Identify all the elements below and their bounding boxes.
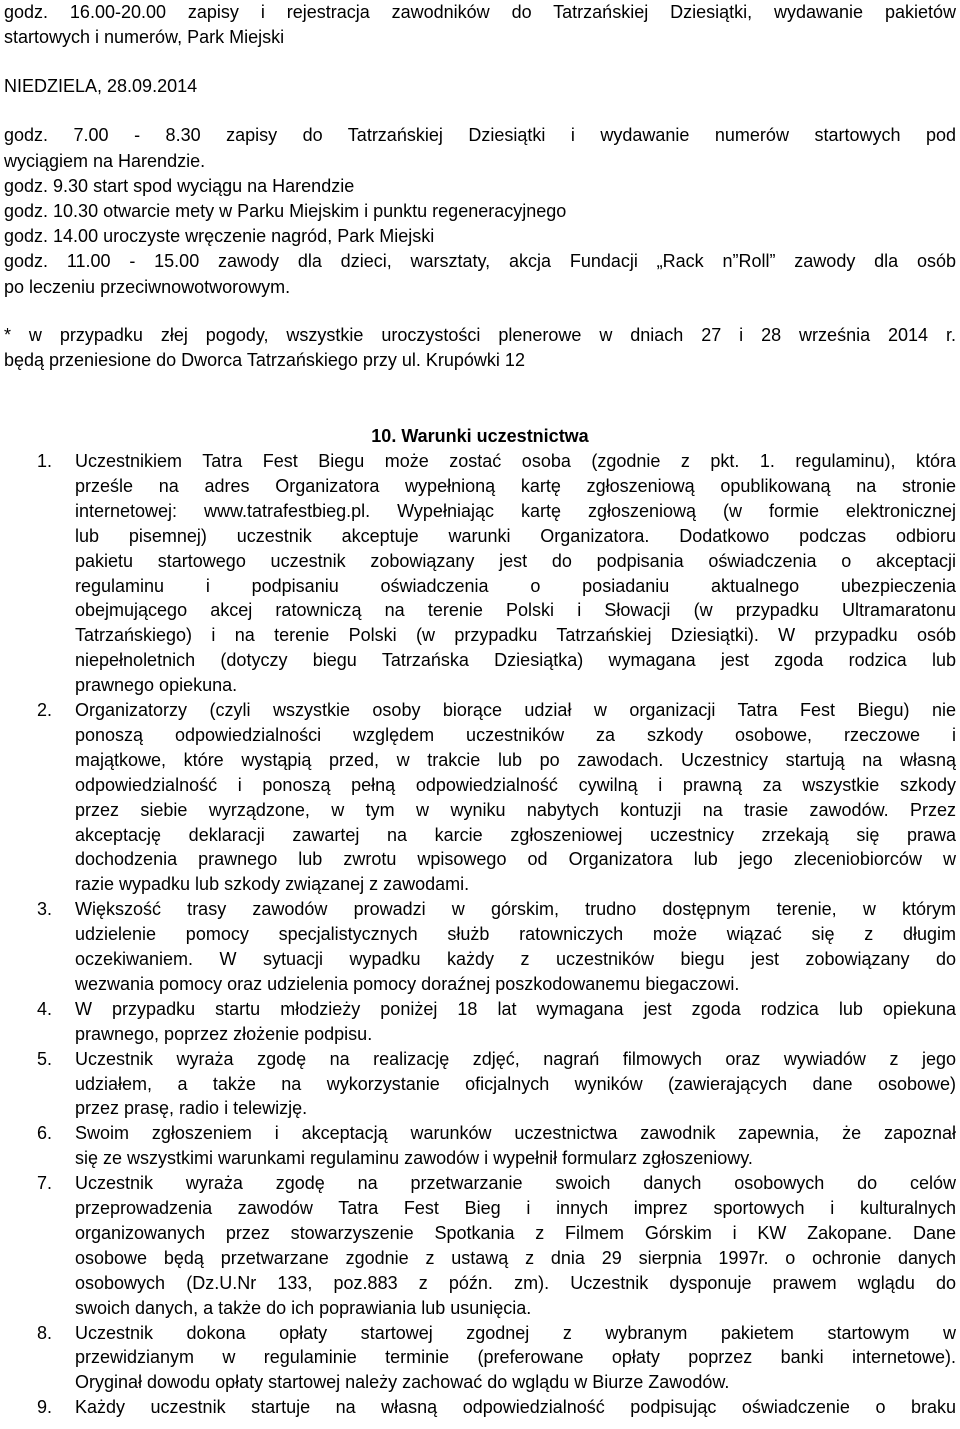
schedule-line: godz. 9.30 start spod wyciągu na Harendzie [4,176,355,196]
list-item-line: akceptację deklaracji zawartej na karcie zgłoszeniowej uczestnicy zrzekają się prawa [75,824,956,845]
list-item-line: Uczestnik wyraża zgodę na przetwarzanie swoich danych osobowych do celów [75,1173,956,1194]
list-item-line: osobowych (Dz.U.Nr 133, poz.883 z późn. zm). Uczestnik dysponuje prawem wglądu do [75,1272,956,1293]
list-item-number: 8. [37,1322,53,1343]
list-item-line: regulaminu i podpisaniu oświadczenia o posiadaniu aktualnego ubezpieczenia [75,575,956,596]
list-item-line: oczekiwaniem. W sytuacji wypadku każdy z uczestników biegu jest zobowiązany do [75,949,956,969]
section-title: 10. Warunki uczestnictwa [371,426,589,446]
list-item-number: 2. [37,700,53,720]
list-item-line: przewidzianym w regulaminie terminie (preferowane opłaty poprzez banki internetowe). [75,1347,956,1368]
schedule-line: startowych i numerów, Park Miejski [4,27,285,47]
list-item-line: razie wypadku lub szkody związanej z zawodami. [75,874,470,895]
schedule-line: godz. 10.30 otwarcie mety w Parku Miejskim i punktu regeneracyjnego [4,201,567,221]
list-item-line: prawnego opiekuna. [75,675,238,696]
list-item-number: 3. [37,899,53,920]
list-item-line: obejmującego akcej ratowniczą na terenie Polski i Słowacji (w przypadku Ultramaratonu [75,600,956,621]
list-item-line: ponoszą odpowiedzialności względem uczestników za szkody osobowe, rzeczowe i [75,724,956,745]
list-item-line: Organizatorzy (czyli wszystkie osoby biorące udział w organizacji Tatra Fest Biegu) nie [75,700,956,720]
list-item-line: organizowanych przez stowarzyszenie Spotkania z Filmem Górskim i KW Zakopane. Dane [75,1222,956,1243]
list-item-line: Oryginał dowodu opłaty startowej należy zachować do wglądu w Biurze Zawodów. [75,1372,730,1393]
list-item-number: 4. [37,998,53,1019]
list-item-line: swoich danych, a także do ich poprawiania lub usunięcia. [75,1297,532,1318]
list-item-number: 6. [37,1123,53,1144]
schedule-line: godz. 7.00 - 8.30 zapisy do Tatrzańskiej Dziesiątki i wydawanie numerów startowych pod [4,125,956,145]
schedule-line: wyciągiem na Harendzie. [4,151,206,171]
list-item-line: Uczestnik wyraża zgodę na realizację zdjęć, nagrań filmowych oraz wywiadów z jego [75,1048,956,1069]
list-item-line: prześle na adres Organizatora wypełnioną kartę zgłoszeniową opublikowaną na stronie [75,475,956,496]
list-item-line: Swoim zgłoszeniem i akceptacją warunków uczestnictwa zawodnik zapewnia, że zapoznał [75,1123,956,1144]
list-item-line: Uczestnikiem Tatra Fest Biegu może zostać osoba (zgodnie z pkt. 1. regulaminu), która [75,451,956,471]
list-item-number: 9. [37,1397,53,1418]
list-item-line: wezwania pomocy oraz udzielenia pomocy doraźnej poszkodowanemu biegaczowi. [75,973,740,994]
schedule-line: godz. 14.00 uroczyste wręczenie nagród, Park Miejski [4,226,435,246]
list-item-number: 1. [37,451,53,471]
list-item-line: prawnego, poprzez złożenie podpisu. [75,1023,373,1044]
list-item-line: Większość trasy zawodów prowadzi w górskim, trudno dostępnym terenie, w którym [75,899,956,920]
list-item-line: przeprowadzenia zawodów Tatra Fest Bieg i innych imprez sportowych i kulturalnych [75,1198,956,1218]
list-item-line: przez siebie wyrządzone, w tym w wyniku nabytych kontuzji na trasie zawodów. Przez [75,799,956,820]
list-item-number: 5. [37,1048,53,1069]
list-item-line: przez prasę, radio i telewizję. [75,1098,308,1119]
list-item-line: Uczestnik dokona opłaty startowej zgodnej z wybranym pakietem startowym w [75,1322,956,1343]
list-item-line: Każdy uczestnik startuje na własną odpowiedzialność podpisując oświadczenie o braku [75,1397,956,1418]
list-item-line: się ze wszystkimi warunkami regulaminu zawodów i wypełnił formularz zgłoszeniowy. [75,1148,753,1169]
note-line: będą przeniesione do Dworca Tatrzańskiego przy ul. Krupówki 12 [4,350,525,370]
list-item-line: pakietu startowego uczestnik zobowiązany jest do podpisania oświadczenia o akceptacji [75,550,956,571]
day-heading: NIEDZIELA, 28.09.2014 [4,76,198,96]
list-item-line: udzielenie pomocy specjalistycznych służb ratowniczych może wiązać się z długim [75,924,956,945]
schedule-line: godz. 16.00-20.00 zapisy i rejestracja zawodników do Tatrzańskiej Dziesiątki, wydawanie pakietów [4,2,956,22]
list-item-line: udziałem, a także na wykorzystanie oficjalnych wyników (zawierających dane osobowe) [75,1073,956,1094]
note-line: * w przypadku złej pogody, wszystkie uroczystości plenerowe w dniach 27 i 28 września 2014 r. [4,325,956,345]
list-item-line: internetowej: www.tatrafestbieg.pl. Wypełniając kartę zgłoszeniową (w formie elektronicznej [75,500,956,521]
list-item-number: 7. [37,1173,53,1194]
schedule-line: po leczeniu przeciwnowotworowym. [4,277,291,297]
list-item-line: Tatrzańskiego) i na terenie Polski (w przypadku Tatrzańskiej Dziesiątki). W przypadku osób [75,625,956,646]
list-item-line: W przypadku startu młodzieży poniżej 18 lat wymagana jest zgoda rodzica lub opiekuna [75,998,956,1019]
list-item-line: majątkowe, które wystąpią przed, w trakcie lub po zawodach. Uczestnicy startują na własną [75,749,956,770]
list-item-line: lub pisemnej) uczestnik akceptuje warunki Organizatora. Dodatkowo podczas odbioru [75,525,956,546]
list-item-line: niepełnoletnich (dotyczy biegu Tatrzańska Dziesiątka) wymagana jest zgoda rodzica lub [75,650,956,671]
list-item-line: osobowe będą przetwarzane zgodnie z ustawą z dnia 29 sierpnia 1997r. o ochronie danych [75,1247,956,1268]
schedule-line: godz. 11.00 - 15.00 zawody dla dzieci, warsztaty, akcja Fundacji „Rack n”Roll” zawody dla osób [4,251,956,271]
list-item-line: odpowiedzialność i ponoszą pełną odpowiedzialność cywilną i prawną za wszystkie szkody [75,774,956,795]
list-item-line: dochodzenia prawnego lub zwrotu wpisowego od Organizatora lub jego zleceniobiorców w [75,849,956,870]
